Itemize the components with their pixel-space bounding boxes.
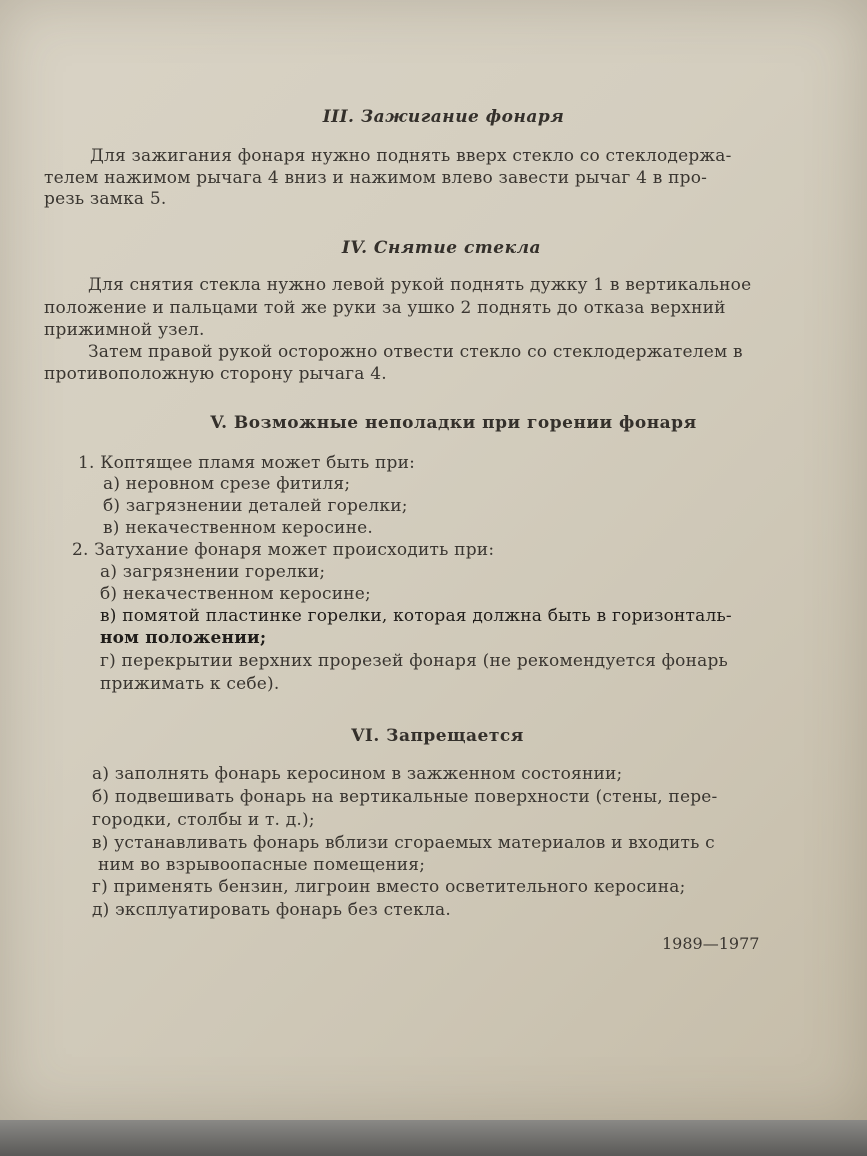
section-6-heading: VI. Запрещается [351,726,524,746]
section-5-line: в) некачественном керосине. [103,518,373,538]
section-6-line: городки, столбы и т. д.); [92,810,315,830]
section-6-line: ним во взрывоопасные помещения; [98,855,426,875]
print-code: 1989—1977 [662,934,760,953]
section-3-line: Для зажигания фонаря нужно поднять вверх стекло со стеклодержа- [90,146,732,166]
section-6-line: в) устанавливать фонарь вблизи сгораемых материалов и входить с [92,833,715,853]
section-4-line: противоположную сторону рычага 4. [44,364,387,384]
section-5-line: б) загрязнении деталей горелки; [103,496,408,516]
section-5-line: а) неровном срезе фитиля; [103,474,351,494]
section-5-line: г) перекрытии верхних прорезей фонаря (не рекомендуется фонарь [100,651,728,671]
section-6-line: г) применять бензин, лигроин вместо осветительного керосина; [92,877,686,897]
section-6-line: д) эксплуатировать фонарь без стекла. [92,900,451,920]
section-5-line: в) помятой пластинке горелки, которая должна быть в горизонталь- [100,606,732,626]
section-3-line: телем нажимом рычага 4 вниз и нажимом влево завести рычаг 4 в про- [44,168,708,188]
section-5-line: б) некачественном керосине; [100,584,371,604]
section-4-heading: IV. Снятие стекла [341,238,542,258]
table-surface [0,1120,867,1156]
section-3-line: резь замка 5. [44,189,167,209]
section-4-line: прижимной узел. [44,320,205,340]
section-5-line: а) загрязнении горелки; [100,562,326,582]
section-5-heading: V. Возможные неполадки при горении фонаря [210,413,697,433]
section-4-line: Для снятия стекла нужно левой рукой поднять дужку 1 в вертикальное [88,275,752,295]
section-6-line: а) заполнять фонарь керосином в зажженном состоянии; [92,764,623,784]
section-6-line: б) подвешивать фонарь на вертикальные поверхности (стены, пере- [92,787,718,807]
section-5-line: прижимать к себе). [100,674,280,694]
section-5-line: ном положении; [100,628,267,648]
section-3-heading: III. Зажигание фонаря [322,107,565,127]
section-5-line: 1. Коптящее пламя может быть при: [78,453,416,473]
section-4-line: Затем правой рукой осторожно отвести стекло со стеклодержателем в [88,342,743,362]
section-4-line: положение и пальцами той же руки за ушко 2 поднять до отказа верхний [44,298,726,318]
section-5-line: 2. Затухание фонаря может происходить при: [72,540,495,560]
